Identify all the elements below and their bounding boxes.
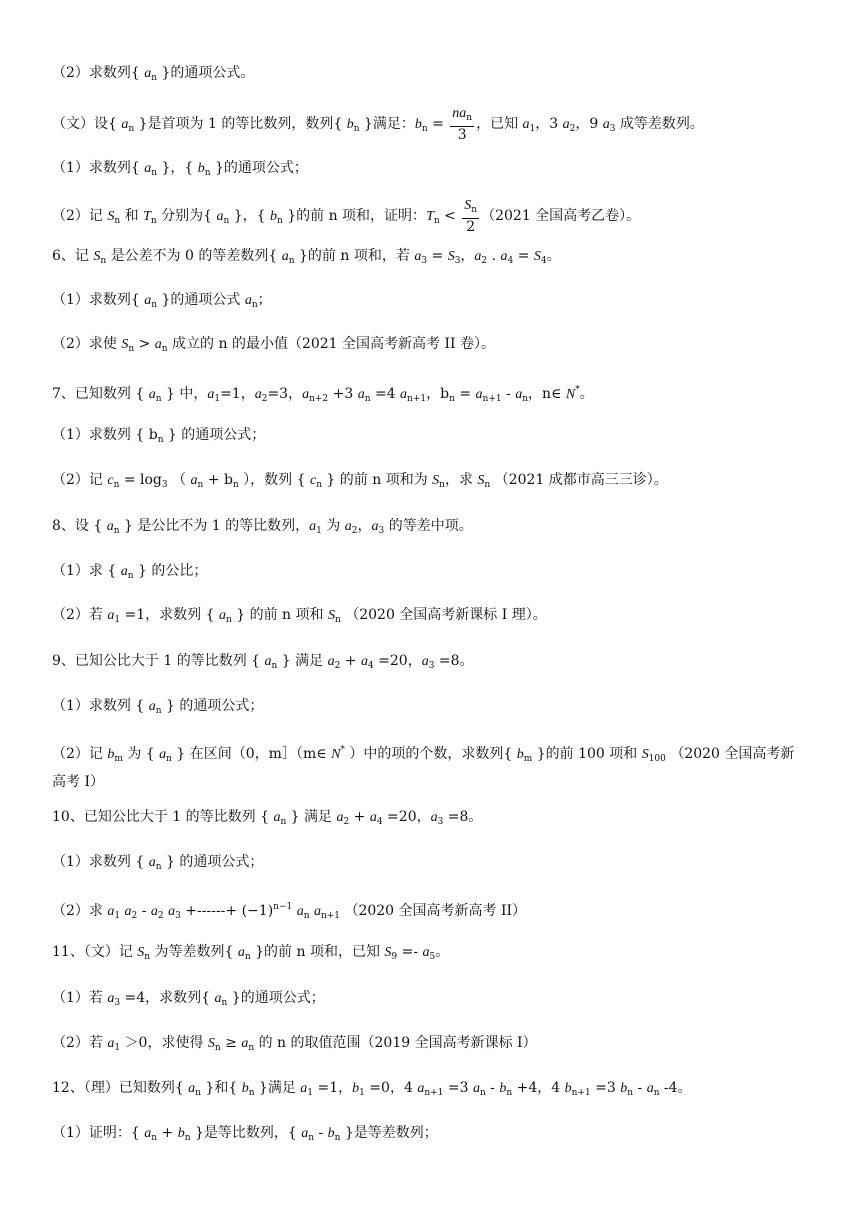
question-11: 11、（文）记 $S_n$ 为等差数列{ $a_n$ }的前 n 项和，已知 $S_9 =- a_5$。 [52, 944, 450, 962]
text-line: （1）求 { $a_n$ } 的公比； [52, 563, 208, 581]
text-line: （2）若 $a_1 =1$，求数列 { $a_n$ } 的前 n 项和 $S_n$ （2020 全国高考新课标 I 理）。 [52, 607, 547, 625]
text-line: （1）求数列{ $a_n$ }的通项公式 $a_n$； [52, 292, 272, 310]
text-line: （1）求数列 { $a_n$ } 的通项公式； [52, 854, 264, 872]
question-6: 6、记 $S_n$ 是公差不为 0 的等差数列{ $a_n$ }的前 n 项和，若 $a_3 = S_3$，$a_2$ . $a_4 = S_4$。 [52, 248, 561, 266]
text-line: 高考 I） [52, 774, 104, 790]
text-line: （1）求数列 { $a_n$ } 的通项公式； [52, 698, 264, 716]
text-line: （1）若 $a_3 =4$，求数列{ $a_n$ }的通项公式； [52, 990, 325, 1008]
text-line: （2）求使 $S_n > a_n$ 成立的 n 的最小值（2021 全国高考新高考 II 卷）。 [52, 336, 495, 354]
text-line: （2）求数列{ $a_n$ }的通项公式。 [52, 65, 255, 83]
text-line: （2）若 $a_1 >0$，求使得 $S_n \ge a_n$ 的 n 的取值范围（2019 全国高考新课标 I） [52, 1035, 537, 1053]
text-line: （1）证明：{ $a_n + b_n$ }是等比数列，{ $a_n - b_n$ }是等差数列； [52, 1125, 438, 1143]
fraction-bn: $\frac{na_n}{3}$ [452, 106, 473, 143]
text-line: （2）记 $b_m$ 为 { $a_n$ } 在区间（0，m］（m∈ N* ）中的项的个数，求数列{ $b_m$ }的前 100 项和 $S_{100}$ （2020 全国高考新 [52, 745, 795, 764]
question-9: 9、已知公比大于 1 的等比数列 { $a_n$ } 满足 $a_2 + a_4 =20$，$a_3 =8$。 [52, 653, 474, 671]
question-7: 7、已知数列 { $a_n$ } 中，$a_1=1$，$a_2=3$，$a_{n+2} +3$ $a_n =4$ $a_{n+1}$，$b_n = a_{n+1} - a_n$，n∈ N*。 [52, 385, 594, 404]
text-line: （2）记 $c_n = \log_3$ （ $a_n + b_n$ ），数列 { $c_n$ } 的前 n 项和为 $S_n$，求 $S_n$ （2021 成都市高三三诊）。 [52, 472, 668, 490]
text-line: （2）记 $S_n$ 和 $T_n$ 分别为{ $a_n$ }，{ $b_n$ }的前 n 项和，证明：$T_n$ < $\frac{S_n}{2}$ （2021 全国高考乙卷）。 [52, 198, 641, 235]
question-10: 10、已知公比大于 1 的等比数列 { $a_n$ } 满足 $a_2 + a_4 =20$，$a_3 =8$。 [52, 809, 483, 827]
question-12: 12、（理）已知数列{ $a_n$ }和{ $b_n$ }满足 $a_1 =1$，$b_1 =0$，4 $a_{n+1} =3$ $a_n - b_n +4$，4 $b_{n+1} =3$ $b_n - a_n$ -4。 [52, 1080, 692, 1098]
text-line: （文）设{ $a_n$ }是首项为 1 的等比数列，数列{ $b_n$ }满足：$b_n$ = $\frac{na_n}{3}$ ，已知 $a_1$，3 $a_2$，9 $a_3$ 成等差数列。 [52, 106, 704, 143]
text-line: （2）求 $a_1$ $a_2 - a_2$ $a_3$ +------+ $(-1)^{n-1}$ $a_n$ $a_{n+1}$ （2020 全国高考新高考 II） [52, 902, 527, 921]
question-8: 8、设 { $a_n$ } 是公比不为 1 的等比数列，$a_1$ 为 $a_2$，$a_3$ 的等差中项。 [52, 518, 473, 536]
text-line: （1）求数列 { $b_n$ } 的通项公式； [52, 427, 266, 445]
fraction-tn: $\frac{S_n}{2}$ [464, 198, 478, 235]
text-line: （1）求数列{ $a_n$ }，{ $b_n$ }的通项公式； [52, 160, 308, 178]
